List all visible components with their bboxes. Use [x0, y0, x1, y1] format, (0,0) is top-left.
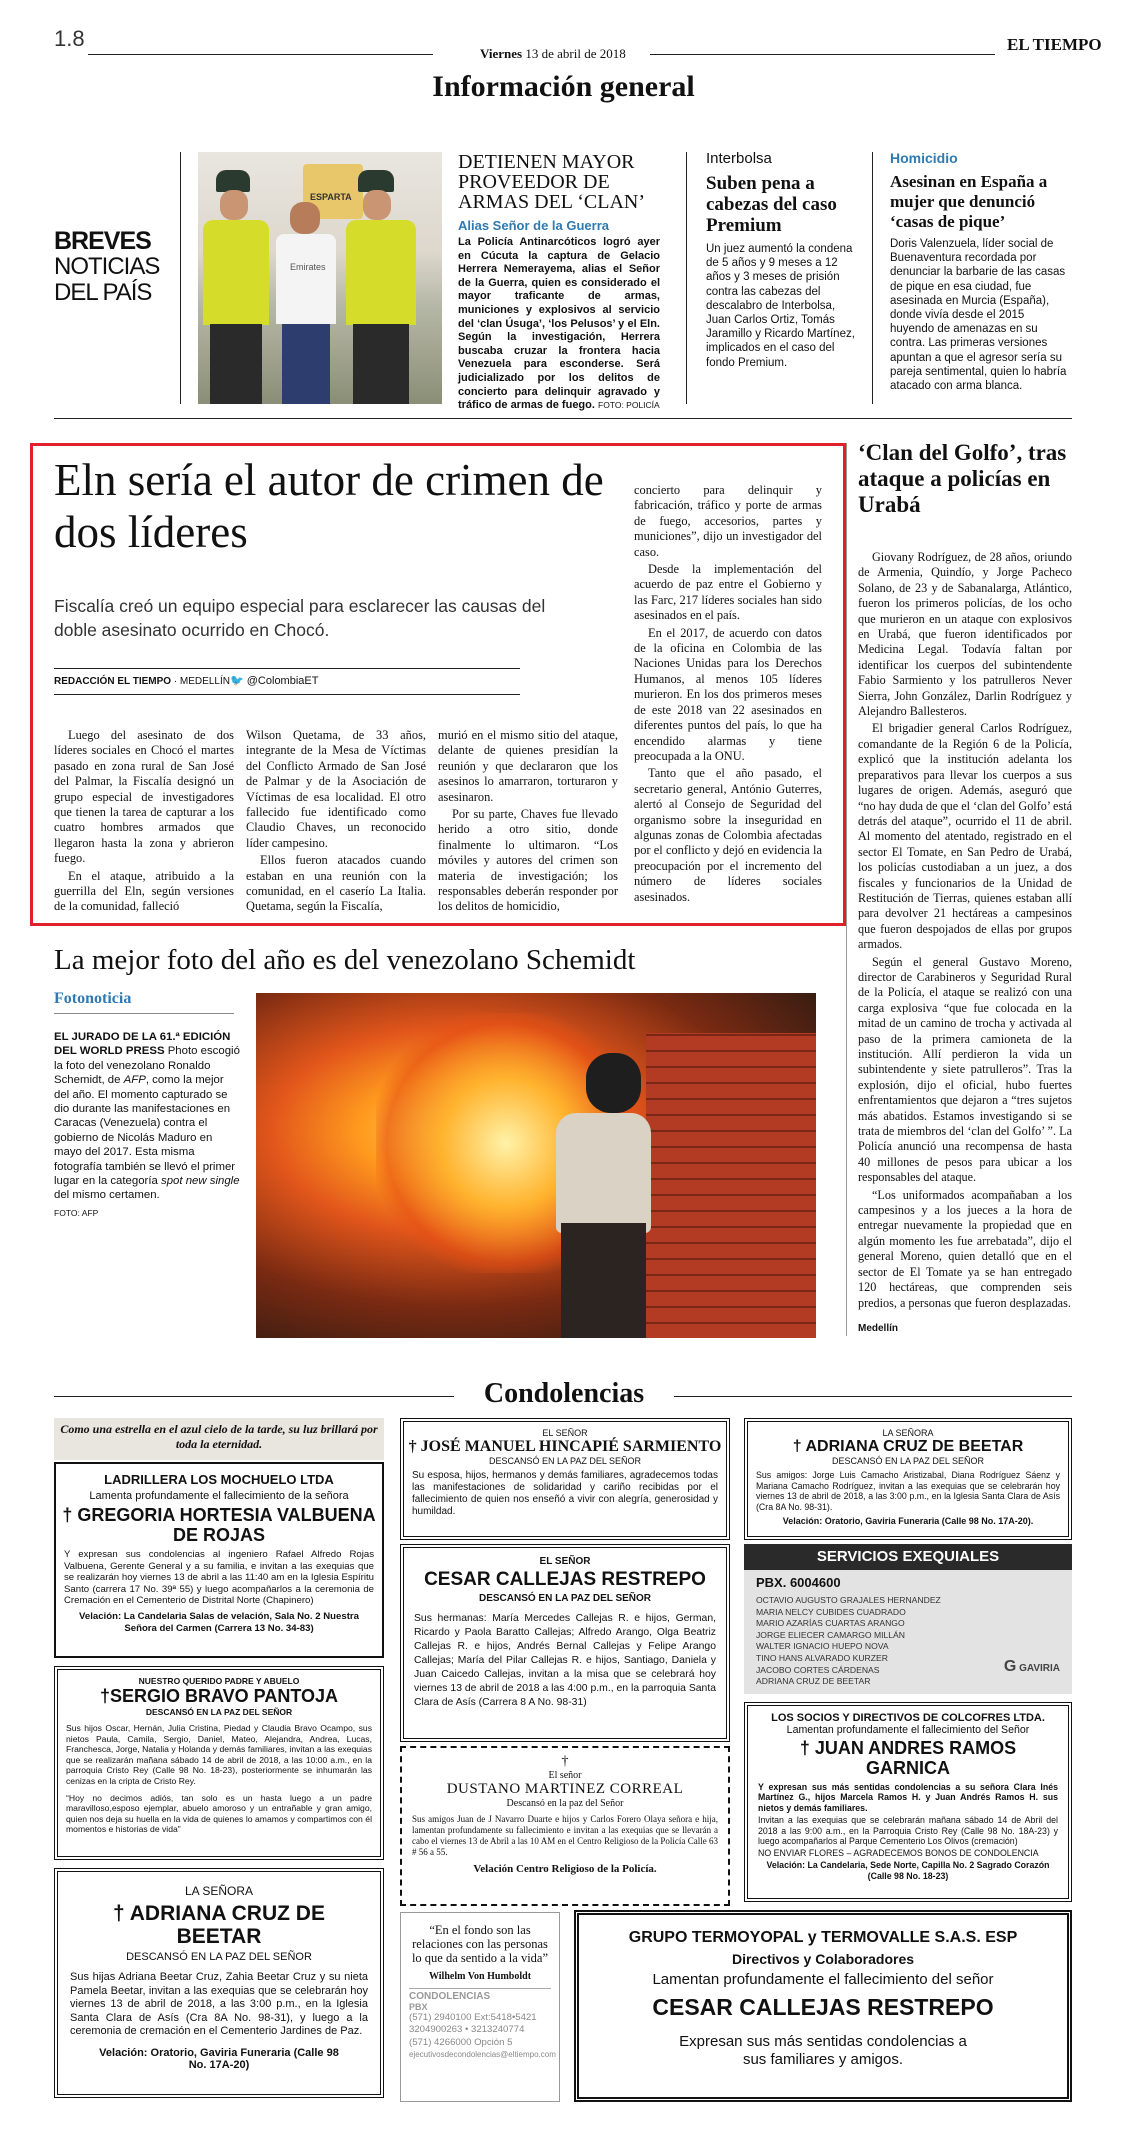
cond-title: Condolencias: [483, 1378, 645, 1409]
byline-rule-2: [54, 694, 520, 695]
cond-quote-a: Como una estrella en el azul cielo de la tarde, su luz brillará por toda la eternidad.: [54, 1418, 384, 1460]
notice-dustano: † El señor DUSTANO MARTINEZ CORREAL Descansó en la paz del Señor Sus amigos Juan de J Navarro Duarte e hijos y Carlos Forero Olaya señora e hija, lamentan profundamente su fallecimiento e invitan a las exequias que se llevarán a cabo el viernes 13 de Abril a las 10 AM en el Centro Religioso de la Policía Calle 63 # 56 a 55. Velación Centro Religioso de la Policía.: [400, 1746, 730, 1906]
masthead: EL TIEMPO: [1007, 35, 1102, 54]
breve-3-kicker: Homicidio: [890, 150, 958, 166]
twitter-handle: 🐦 @ColombiaET: [230, 675, 319, 687]
cond-rule-left: [54, 1396, 454, 1397]
main-col-2: Wilson Quetama, de 33 años, integrante de la Mesa de Víctimas del Conflicto Armado de San José de Palmar y de la Asociación de Víctimas de esa localidad. El otro fallecido fue identificado como Claudio Chaves, un reconocido líder campesino. Ellos fueron atacados cuando estaban en una reunión con la comunidad, en el caserío La Italia. Quetama, según la Fiscalía,: [246, 728, 426, 914]
cond-rule-right: [674, 1396, 1072, 1397]
breve-3: [890, 150, 1070, 393]
main-headline: Eln sería el autor de crimen de dos líderes: [54, 455, 604, 557]
photo-caption: EL JURADO DE LA 61.ª EDICIÓN DEL WORLD PRESS Photo escogió la foto del venezolano Ronaldo Schemidt, de AFP, como la mejor del año. El momento capturado se dio durante las manifestaciones en Caracas (Venezuela) contra el gobierno de Nicolás Maduro en mayo del 2017. Esta misma fotografía también se llevó el primer lugar en la categoría spot new single del mismo certamen. FOTO: AFP: [54, 1031, 240, 1218]
breve-1: [458, 152, 660, 413]
header-date: Viernes 13 de abril de 2018: [480, 46, 626, 61]
twitter-icon: 🐦: [230, 675, 244, 687]
byline: REDACCIÓN EL TIEMPO · MEDELLÍN: [54, 676, 230, 687]
photo-headline: La mejor foto del año es del venezolano Schemidt: [54, 944, 636, 976]
notice-ramos-garnica: LOS SOCIOS Y DIRECTIVOS DE COLCOFRES LTDA. Lamentan profundamente el fallecimiento del Señor † JUAN ANDRES RAMOS GARNICA Y expresan sus más sentidas condolencias a su señora Clara Inés Martínez G., hijos Marcela Ramos H. y Juan Andrés Ramos H. sus nietos y demás familiares. Invitan a las exequias que se celebrarán mañana sábado 14 de Abril del 2018 a las 9:00 a.m., en la Parroquia Cristo Rey (Calle 98 No. 18A-23) y luego acompañarlos al Parque Cementerio Los Olivos (cremación) NO ENVIAR FLORES – AGRADECEMOS BONOS DE CONDOLENCIA Velación: La Candelaria, Sede Norte, Capilla No. 2 Sagrado Corazón (Calle 98 No. 18-23): [744, 1702, 1072, 1902]
notice-sergio-bravo: NUESTRO QUERIDO PADRE Y ABUELO †SERGIO BRAVO PANTOJA DESCANSÓ EN LA PAZ DEL SEÑOR Sus hijos Oscar, Hernán, Julia Cristina, Piedad y Claudia Bravo Ocampo, sus nietos Paula, Camila, Sergio, Daniel, Mateo, Alejandra, Andrea, Lucas, Franchesca, Jorge, Natalia y Holanda y demás familiares, invitan a las exequias que se realizarán mañana sábado 14 de abril de 2018, a las 10:00 a.m., en la parroquia Cristo Rey (Calle 98 No. 18-23), posteriormente se inhumarán las cenizas en la cripta de Cristo Rey. “Hoy no decimos adiós, tan solo es un hasta luego a un padre maravilloso,esposo ejemplar, abuelo amoroso y un entrañable y gran amigo, quien nos deja su huella en la vida de quienes lo amamos y compartimos con él momentos e historias de vida”: [54, 1666, 384, 1860]
world-press-photo: [256, 993, 816, 1338]
main-col-1: Luego del asesinato de dos líderes sociales en Chocó el martes pasado en zona rural de San José del Palmar, la Fiscalía designó un grupo especial de investigadores que tienen la tarea de capturar a los cuatro hombres armados que llegaron hasta la zona y abrieron fuego. En el ataque, atribuido a la guerrilla del Eln, según versiones de la comunidad, falleció: [54, 728, 234, 914]
gaviria-logo: G GAVIRIA: [1003, 1658, 1060, 1675]
gaviria-logo-icon: G: [1003, 1658, 1017, 1675]
header-rule-left: [88, 54, 433, 55]
breve-2-kicker: Interbolsa: [706, 150, 772, 167]
side-body: Giovany Rodríguez, de 28 años, oriundo de Armenia, Quindío, y Jorge Pacheco Solano, de 23 y de Sabanalarga, Atlántico, fueron los primeros policías, de los ocho que murieron en un ataque con explosivos en Urabá, que fueron identificados por Medicina Legal. Todavía faltan por identificar los cuerpos del subintendente Fabio Sarmiento y los patrulleros Never Sierra, John González, Darlin Rodríguez y Alejandro Ballesteros. El brigadier general Carlos Rodríguez, comandante de la Región 6 de la Policía, explicó que la institución adelanta los preparativos para llevar los cuerpos a sus lugares de origen. Además, aseguró que “no hay duda de que el ‘clan del Golfo’ está detrás del ataque”, ocurrido el 11 de abril. Al momento del atentado, registrado en el sector El Tomate, en San Pedro de Urabá, los policías custodiaban a un juez, a dos fiscales y funcionarios de la Unidad de Restitución de Tierras, quienes estaban allí para devolver 21 hectáreas a campesinos que fueron despojados de ellas por grupos armados. Según el general Gustavo Moreno, director de Carabineros y Seguridad Rural de la Policía, el ataque se realizó con una carga explosiva “que fue colocada en la mitad de un camino de trocha y activada al paso de la primera camioneta de la institución. Allí perdieron la vida un subintendente y siete patrulleros”. Tras la explosión, dijo el oficial, hubo fuertes enfrentamientos que dejaron a “tres sujetos más abatidos. Estamos investigando si se trata de miembros del ‘clan del Golfo’ ”. La Policía anunció una recompensa de hasta 40 millones de pesos para ubicar a los responsables del ataque. “Los uniformados acompañaban a los campesinos y a los jueces a la hora de entregar nuevamente la propiedad que en algún momento les fue arrebatada”, dijo el general Moreno, quien detalló que en el sector de El Tomate ya se han entregado 120 hectáreas, que comprenden seis predios, a personas que fueron desplazadas.: [858, 550, 1072, 1310]
main-deck: Fiscalía creó un equipo especial para esclarecer las causas del doble asesinato ocurrido en Chocó.: [54, 596, 546, 640]
notice-hincapie: EL SEÑOR † JOSÉ MANUEL HINCAPIÉ SARMIENTO DESCANSÓ EN LA PAZ DEL SEÑOR Su esposa, hijos, hermanos y demás familiares, agradecemos todas las manifestaciones de solidaridad y cariño recibidas por el fallecimiento de quien nos enseñó a vivir con alegría, generosidad y humildad.: [400, 1418, 730, 1540]
notice-callejas-family: EL SEÑOR CESAR CALLEJAS RESTREPO DESCANSÓ EN LA PAZ DEL SEÑOR Sus hermanas: María Mercedes Callejas R. e hijos, German, Ricardo y Paola Baratto Callejas; Alfredo Arango, Olga Beatriz Callejas R. e hijos, Andrés Bernal Callejas y Felipe Arango Callejas; María del Pilar Callejas R. e hijos, Santiago, Daniela y Juan Caicedo Callejas, invitan a la misa que se celebrará hoy viernes 13 de abril de 2018 a las 4:00 p.m., en la parroquia Santa Clara de Asís (Carrera 8 A No. 98-31): [400, 1544, 730, 1742]
arrest-photo: ESPARTA Emirates: [198, 152, 442, 404]
main-col-4: concierto para delinquir y fabricación, tráfico y porte de armas de fuego, accesorios, partes y municiones”, dijo un investigador del caso. Desde la implementación del acuerdo de paz entre el Gobierno y las Farc, 217 líderes sociales han sido asesinados en el país. En el 2017, de acuerdo con datos de la oficina en Colombia de las Naciones Unidas para los Derechos Humanos, al menos 105 líderes murieron. En los dos primeros meses de este 2018 van 22 asesinados en diferentes puntos del país, lo que ha encendido alarmas y tiene preocupada a la ONU. Tanto que el año pasado, el secretario general, António Guterres, alertó al Consejo de Seguridad del organismo sobre la inseguridad en algunas zonas de Colombia afectadas por el conflicto y dejó en evidencia la preocupación por el incremento del número de líderes sociales asesinados.: [634, 483, 822, 904]
condolencias-contact: “En el fondo son las relaciones con las personas lo que da sentido a la vida” Wilhelm Von Humboldt CONDOLENCIAS PBX (571) 2940100 Ext:5418•5421 3204900263 • 3213240774 (571) 4266000 Opción 5 ejecutivosdecondolencias@eltiempo.com: [400, 1912, 560, 2102]
notice-ladrillera: LADRILLERA LOS MOCHUELO LTDA Lamenta profundamente el fallecimiento de la señora † GREGORIA HORTESIA VALBUENA DE ROJAS Y expresan sus condolencias al ingeniero Rafael Alfredo Rojas Valbuena, Gerente General y a su familia, e invitan a las exequias que se realizarán hoy viernes 13 de abril a las 11:40 am en la Iglesia Espíritu Santo (carrera 17 No. 39ª 55) y luego acompañarlos a la ceremonia de Cremación en el Cementerio de Distrital Norte (Chapinero) Velación: La Candelaria Salas de velación, Sala No. 2 Nuestra Señora del Carmen (Carrera 13 No. 34-83): [54, 1462, 384, 1658]
notice-termoyopal: GRUPO TERMOYOPAL y TERMOVALLE S.A.S. ESP Directivos y Colaboradores Lamentan profundamente el fallecimiento del señor CESAR CALLEJAS RESTREPO Expresan sus más sentidas condolencias a sus familiares y amigos.: [574, 1910, 1072, 2102]
photo-kicker-rule: [54, 1013, 234, 1014]
breve-1-kicker: Alias Señor de la Guerra: [458, 218, 610, 233]
breves-label: BREVES NOTICIAS DEL PAÍS: [54, 227, 160, 306]
breve-2: [706, 150, 858, 370]
breves-bottom-rule: [54, 418, 1072, 419]
breve-1-body: La Policía Antinarcóticos logró ayer en Cúcuta la captura de Gelacio Herrera Nemerayema, alias el Señor de la Guerra, quien es considerado el mayor traficante de armas, municiones y explosivos al servicio del ‘clan Úsuga’, ‘los Pelusos’ y el Eln. Según la investigación, Herrera buscaba cruzar la frontera hacia Venezuela para esconderse. Será judicializado por los delitos de concierto para delinquir agravado y tráfico de armas de fuego. FOTO: POLICÍA: [458, 236, 660, 412]
breve-1-headline: DETIENEN MAYOR PROVEEDOR DE ARMAS DEL ‘CLAN’: [458, 151, 646, 213]
side-divider: [846, 443, 847, 1336]
header-rule-right: [650, 54, 995, 55]
breve-2-body: Un juez aumentó la condena de 5 años y 9 meses a 12 años y 3 meses de prisión contra las cabezas del descalabro de Interbolsa, Juan Carlos Ortiz, Tomás Jaramillo y Ricardo Martínez, implicados en el caso del fondo Premium.: [706, 243, 855, 369]
breves-col-divider-2: [872, 152, 873, 404]
breve-3-body: Doris Valenzuela, líder social de Buenaventura recordada por denunciar la barbarie de las casas de pique en esa ciudad, fue asesinada en Murcia (España), donde vivía desde el 2015 huyendo de amenazas en su contra. Las primeras versiones apuntan a que el agresor sería su pareja sentimental, quien lo habría atacado con arma blanca.: [890, 238, 1067, 393]
section-title: Información general: [432, 70, 695, 103]
photo-kicker: Fotonoticia: [54, 990, 132, 1007]
side-headline: ‘Clan del Golfo’, tras ataque a policías en Urabá: [858, 440, 1067, 517]
breves-col-divider-1: [686, 152, 687, 404]
notice-adriana-cruz-friends: LA SEÑORA † ADRIANA CRUZ DE BEETAR DESCANSÓ EN LA PAZ DEL SEÑOR Sus amigos: Jorge Luis Camacho Aristizabal, Diana Rodríguez Sáenz y Mariana Camacho Rodríguez, invitan a las exequias que se celebrarán hoy viernes 13 de abril de 2018, a las 3:00 p.m., en la Iglesia Santa Clara de Asís (Cra 8A No. 98-31). Velación: Oratorio, Gaviria Funeraria (Calle 98 No. 17A-20).: [744, 1418, 1072, 1540]
page-number: 1.8: [54, 26, 85, 51]
breve-3-headline: Asesinan en España a mujer que denunció ‘casas de pique’: [890, 172, 1048, 231]
notice-adriana-cruz-family: LA SEÑORA † ADRIANA CRUZ DE BEETAR DESCANSÓ EN LA PAZ DEL SEÑOR Sus hijas Adriana Beetar Cruz, Zahia Beetar Cruz y su nieta Pamela Beetar, invitan a las exequias que se celebrarán hoy viernes 13 de abril de 2018, a las 3:00 p.m., en la Iglesia Santa Clara de Asís (Cra 8A No. 98-31), y luego a la ceremonia de cremación en el Cementerio Jardines de Paz. Velación: Oratorio, Gaviria Funeraria (Calle 98 No. 17A-20): [54, 1868, 384, 2098]
servicios-exequiales: SERVICIOS EXEQUIALES PBX. 6004600 OCTAVIO AUGUSTO GRAJALES HERNANDEZ MARIA NELCY CUBIDES CUADRADO MARIO AZARÍAS CUARTAS ARANGO JORGE ELIECER CAMARGO MILLÁN WALTER IGNACIO HUEPO NOVA TINO HANS ALVARADO KURZER JACOBO CORTES CÁRDENAS ADRIANA CRUZ DE BEETAR G GAVIRIA: [744, 1544, 1072, 1694]
breves-divider: [180, 152, 181, 404]
byline-rule: [54, 668, 520, 669]
side-signoff: Medellín: [858, 1323, 899, 1334]
breve-2-headline: Suben pena a cabezas del caso Premium: [706, 173, 837, 236]
main-col-3: murió en el mismo sitio del ataque, delante de quienes presidían la reunión y que declararon que los asesinos lo amarraron, torturaron y asesinaron. Por su parte, Chaves fue llevado herido a otro sitio, donde finalmente lo ultimaron. “Los móviles y autores del crimen son materia de investigación; los responsables deberán responder por los delitos de homicidio,: [438, 728, 618, 914]
